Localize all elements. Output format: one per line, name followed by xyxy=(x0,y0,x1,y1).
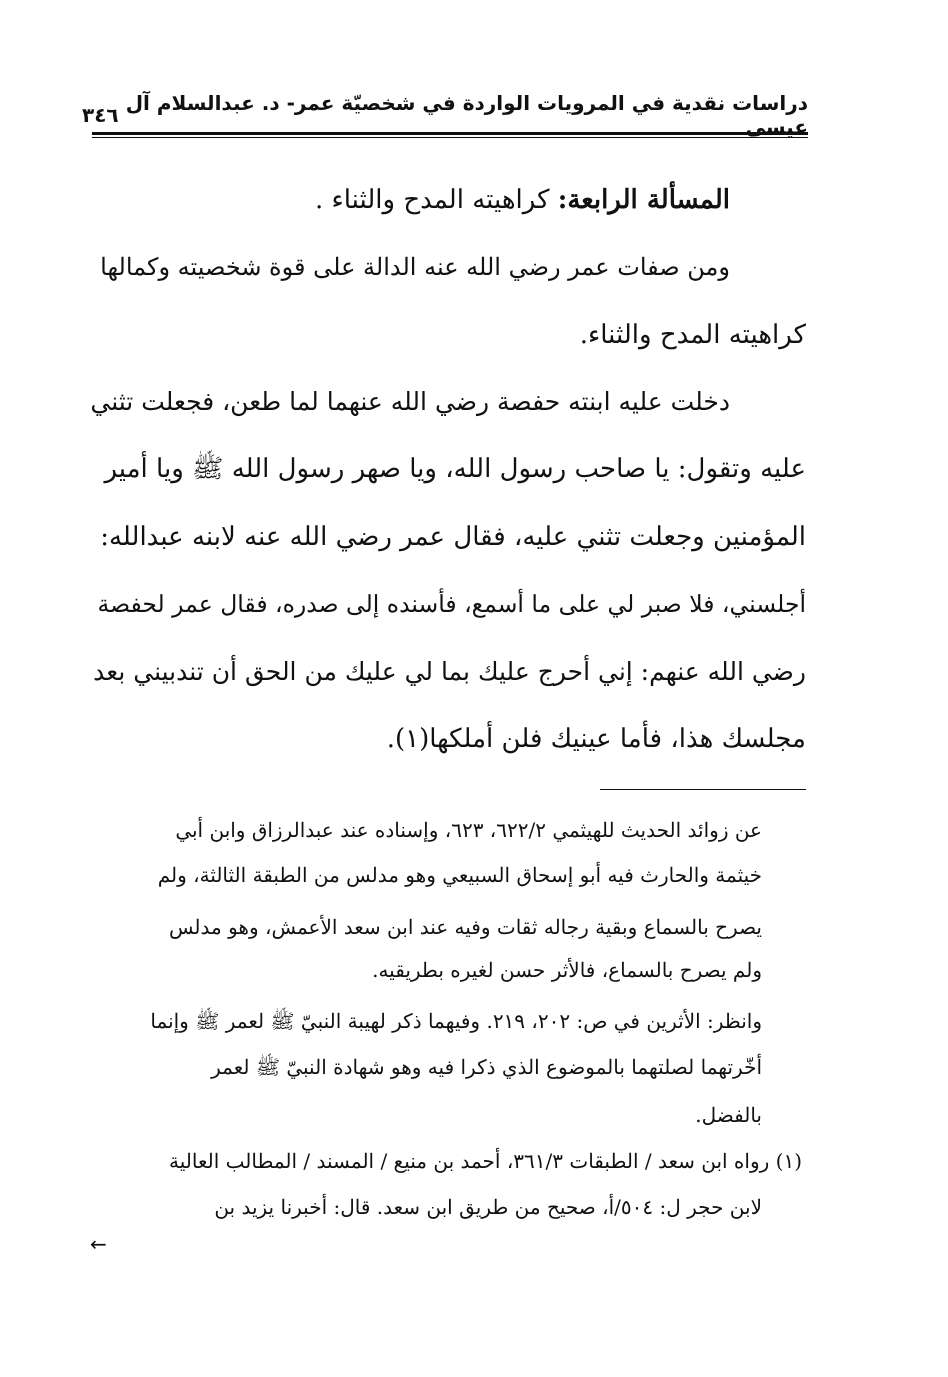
footnote-line: لابن حجر ل: ٥٠٤/أ، صحيح من طريق ابن سعد. قال: أخبرنا يزيد بن xyxy=(214,1195,762,1219)
footnote-line: يصرح بالسماع وبقية رجاله ثقات وفيه عند ابن سعد الأعمش، وهو مدلس xyxy=(168,915,762,939)
footnote-separator xyxy=(600,789,806,790)
footnote-line: أخّرتهما لصلتهما بالموضوع الذي ذكرا فيه وهو شهادة النبيّ ﷺ لعمر xyxy=(211,1055,762,1079)
body-line: أجلسني، فلا صبر لي على ما أسمع، فأسنده إلى صدره، فقال عمر لحفصة xyxy=(97,590,806,618)
body-line: ومن صفات عمر رضي الله عنه الدالة على قوة شخصيته وكمالها xyxy=(100,253,730,281)
body-line: عليه وتقول: يا صاحب رسول الله، ويا صهر رسول الله ﷺ ويا أمير xyxy=(104,454,806,484)
footnote-line: بالفضل. xyxy=(695,1103,762,1127)
header-title: دراسات نقدية في المرويات الواردة في شخصيّة عمر- د. عبدالسلام آل عيسى xyxy=(125,91,808,139)
page-number: ٣٤٦ xyxy=(82,103,119,127)
footnote-line: ولم يصرح بالسماع، فالأثر حسن لغيره بطريقيه. xyxy=(372,958,762,982)
header-rule-thin xyxy=(92,137,808,138)
issue-heading: المسألة الرابعة: xyxy=(557,185,730,215)
issue-heading-rest: كراهيته المدح والثناء . xyxy=(314,185,550,215)
footnote-line: خيثمة والحارث فيه أبو إسحاق السبيعي وهو مدلس من الطبقة الثالثة، ولم xyxy=(157,863,762,887)
header-rule xyxy=(92,132,808,135)
running-header xyxy=(82,91,808,139)
issue-heading-line xyxy=(315,180,730,220)
body-line: المؤمنين وجعلت تثني عليه، فقال عمر رضي الله عنه لابنه عبدالله: xyxy=(100,522,806,552)
body-line: مجلسك هذا، فأما عينيك فلن أملكها(١). xyxy=(386,724,806,754)
footnote-line: عن زوائد الحديث للهيثمي ٦٢٢/٢، ٦٢٣، وإسناده عند عبدالرزاق وابن أبي xyxy=(175,818,762,842)
continue-arrow-icon: ← xyxy=(90,1232,107,1256)
footnote-line: (١) رواه ابن سعد / الطبقات ٣٦١/٣، أحمد بن منيع / المسند / المطالب العالية xyxy=(169,1149,802,1173)
body-line: رضي الله عنهم: إني أحرج عليك بما لي عليك من الحق أن تندبيني بعد xyxy=(93,657,806,686)
body-line: كراهيته المدح والثناء. xyxy=(579,320,806,350)
footnote-line: وانظر: الأثرين في ص: ٢٠٢، ٢١٩. وفيهما ذكر لهيبة النبيّ ﷺ لعمر ﷺ وإنما xyxy=(150,1009,762,1033)
body-line: دخلت عليه ابنته حفصة رضي الله عنهما لما طعن، فجعلت تثني xyxy=(90,387,730,416)
